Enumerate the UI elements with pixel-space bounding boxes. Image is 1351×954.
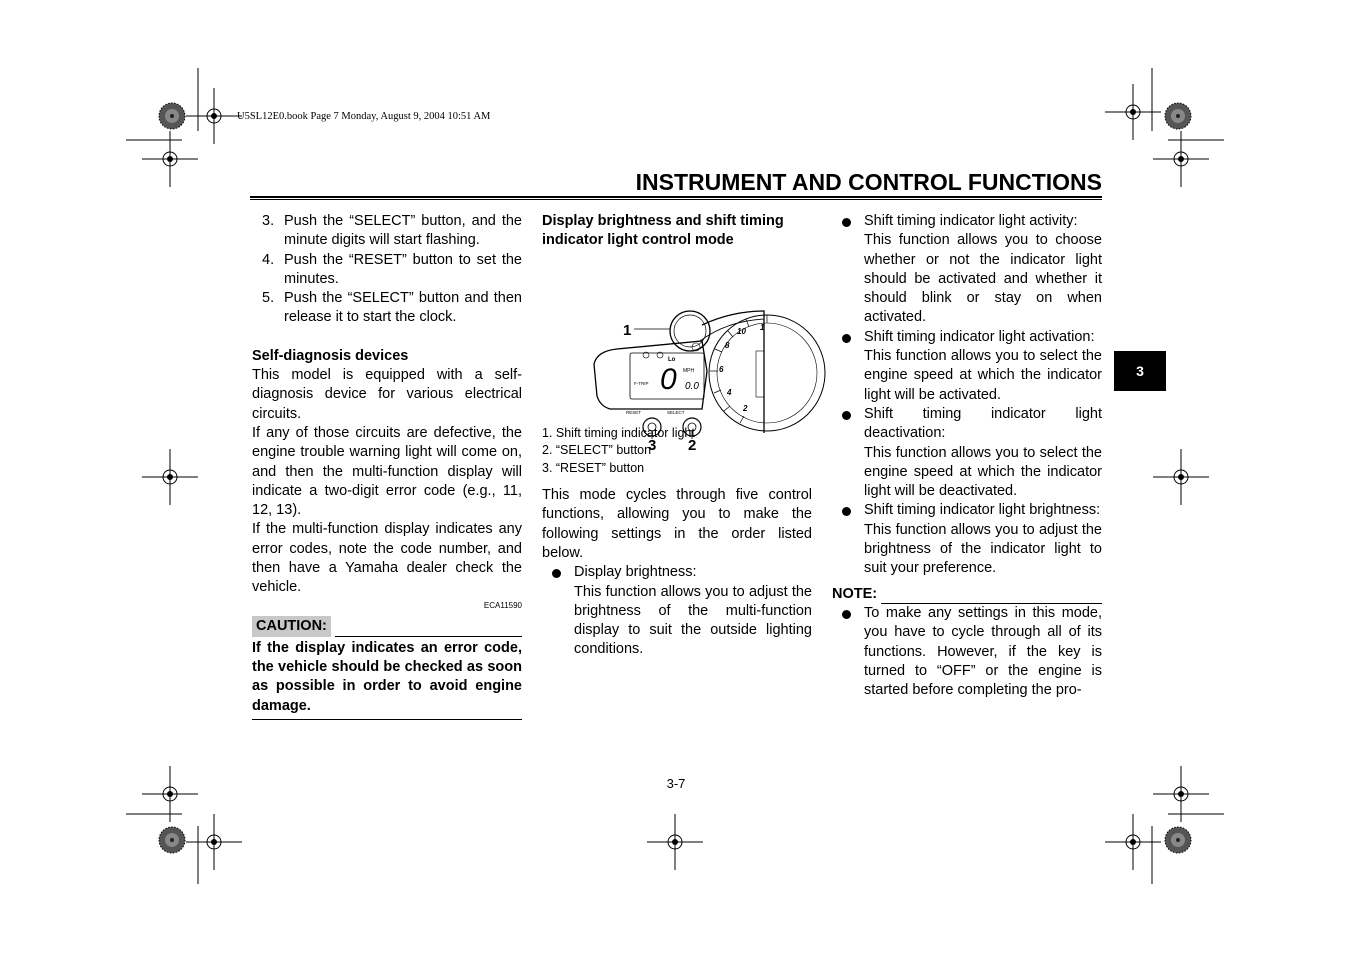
color-target-bottom-right <box>1165 827 1191 853</box>
step-item: 4. Push the “RESET” button to set the minutes. <box>262 251 522 287</box>
bullet-dot <box>842 334 851 343</box>
figure-captions <box>542 425 812 478</box>
callout-1: 1 <box>623 321 632 339</box>
bullet-item: Shift timing indicator light activity: <box>832 212 1102 231</box>
title-rule-thin <box>250 199 1102 200</box>
note-header <box>832 585 1102 604</box>
bullet-body: This function allows you to select the engine speed at which the indicator light will be activated. <box>864 348 1102 403</box>
caution-header <box>252 616 522 637</box>
gauge-number: 4 <box>727 387 732 397</box>
lcd-main-digit: 0 <box>660 362 677 396</box>
color-target-top-right <box>1165 103 1191 129</box>
step-item: 3. Push the “SELECT” button, and the minute digits will start flashing. <box>262 213 522 249</box>
gauge-number: 6 <box>719 364 724 374</box>
print-info: U5SL12E0.book Page 7 Monday, August 9, 2004 10:51 AM <box>237 111 491 122</box>
lcd-unit: MPH <box>683 367 695 374</box>
lcd-mode: F-TRIP <box>634 380 649 386</box>
lcd-lo: Lo <box>668 356 676 363</box>
gauge-number: 10 <box>737 326 746 336</box>
bullet-body: This function allows you to adjust the brightness of the indicator light to suit your preference. <box>864 521 1102 577</box>
page-title: INSTRUMENT AND CONTROL FUNCTIONS <box>635 169 1102 195</box>
crop-cross-right-upper <box>1153 131 1209 187</box>
select-label: SELECT <box>667 409 685 415</box>
note-bullet: To make any settings in this mode, you have to cycle through all of its functions. However, if the key is turned to “OFF” or the engine is started before completing the pro- <box>832 604 1102 700</box>
bullet-item: Shift timing indicator light deactivation: <box>832 405 1102 444</box>
caption-item: 3. “RESET” button <box>542 460 645 475</box>
column-middle <box>542 212 812 660</box>
bullet-item: Display brightness: <box>542 563 812 582</box>
caution-text: If the display indicates an error code, the vehicle should be checked as soon as possible in order to avoid engine damage. <box>252 639 522 720</box>
gauge-number: 1 <box>760 322 765 332</box>
paragraph: This model is equipped with a self-diagnosis device for various electrical circuits. <box>252 367 522 422</box>
section-heading: Display brightness and shift timing indicator light control mode <box>542 213 784 249</box>
bullet-dot <box>842 610 851 619</box>
chapter-tab: 3 <box>1114 351 1166 391</box>
gauge-number: 2 <box>743 403 748 413</box>
crop-cross-top-left <box>186 88 242 144</box>
lcd-small-digits: 0.0 <box>685 380 699 392</box>
crop-cross-top-right <box>1105 84 1161 140</box>
crop-cross-bottom-right <box>1105 814 1161 870</box>
crop-cross-bottom-center <box>647 814 703 870</box>
caution-label: CAUTION: <box>252 616 331 637</box>
step-item: 5. Push the “SELECT” button and then release it to start the clock. <box>262 290 522 326</box>
paragraph: If the multi-function display indicates any error codes, note the code number, and then have a Yamaha dealer check the vehicle. <box>252 521 522 596</box>
section-heading: Self-diagnosis devices <box>252 347 409 364</box>
paragraph: This mode cycles through five control functions, allowing you to make the following settings in the order listed below. <box>542 487 812 561</box>
note-label: NOTE: <box>832 585 878 602</box>
bullet-body: This function allows you to adjust the brightness of the multi-function display to suit the outside lighting conditions. <box>574 583 812 658</box>
crop-cross-left-middle <box>142 449 198 505</box>
bullet-dot <box>842 218 851 227</box>
title-rule-thick <box>250 196 1102 198</box>
bullet-body: This function allows you to select the engine speed at which the indicator light will be deactivated. <box>864 444 1102 500</box>
bullet-body: This function allows you to choose whether or not the indicator light should be activated and whether it should blink or stay on when activated. <box>864 232 1102 326</box>
color-target-top-left <box>159 103 185 129</box>
caption-item: 2. “SELECT” button <box>542 443 652 458</box>
page-number: 3-7 <box>666 776 686 791</box>
reference-code: ECA11590 <box>483 600 522 610</box>
bullet-dot <box>842 507 851 516</box>
paragraph: If any of those circuits are defective, the engine trouble warning light will come on, and then the multi-function display will indicate a two-digit error code (e.g., 11, 12, 13). <box>252 424 522 519</box>
callout-2: 2 <box>688 436 697 454</box>
bullet-item: Shift timing indicator light activation: <box>832 328 1102 347</box>
caption-item: 1. Shift timing indicator light <box>542 425 695 440</box>
column-right <box>832 212 1102 700</box>
bullet-dot <box>552 569 561 578</box>
bullet-item: Shift timing indicator light brightness: <box>832 501 1102 520</box>
column-left <box>252 212 522 720</box>
reset-label: RESET <box>626 409 642 415</box>
crop-cross-left-upper <box>142 131 198 187</box>
bullet-dot <box>842 411 851 420</box>
color-target-bottom-left <box>159 827 185 853</box>
callout-3: 3 <box>648 436 657 454</box>
crop-cross-right-middle <box>1153 449 1209 505</box>
crop-cross-bottom-left <box>186 814 242 870</box>
gauge-number: 8 <box>725 340 730 350</box>
